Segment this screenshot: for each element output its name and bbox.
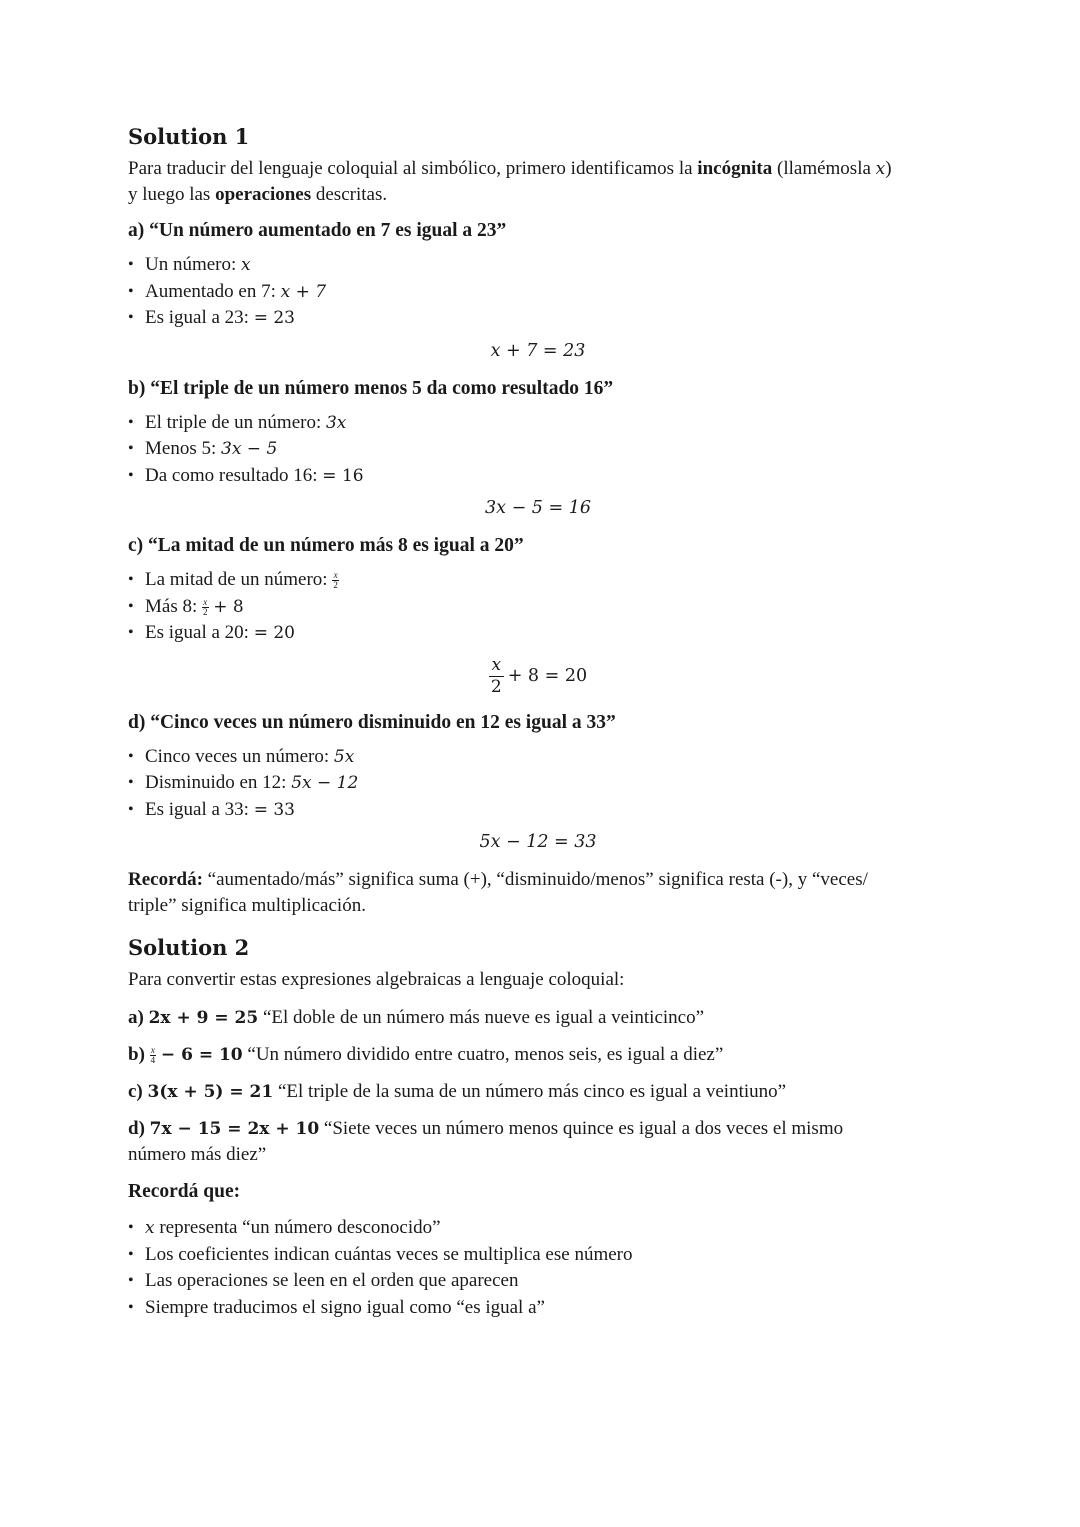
bullet-math: = 23 <box>253 308 295 328</box>
fraction <box>489 654 504 697</box>
bullet-math: 5x <box>333 746 355 767</box>
line-text: “El doble de un número más nueve es igual a veinticinco” <box>258 1007 705 1028</box>
solution-2-line-c <box>128 1079 948 1105</box>
fraction-numerator: x <box>203 596 208 607</box>
intro-text: y luego las <box>128 184 216 205</box>
line-label: c) <box>128 1081 148 1102</box>
line-expression: 7x − 15 = 2x + 10 <box>149 1119 320 1139</box>
solution-1-intro <box>128 156 948 208</box>
bullet-text: Siempre traducimos el signo igual como “es igual a” <box>145 1296 545 1318</box>
intro-bold-operaciones: operaciones <box>215 184 312 205</box>
solution-2-intro: Para convertir estas expresiones algebraicas a lenguaje coloquial: <box>128 969 625 990</box>
solution-2-title: Solution 2 <box>128 935 250 960</box>
bullet-text: Es igual a 33: <box>145 798 254 820</box>
fraction <box>150 1046 157 1065</box>
intro-text: (llamémosla <box>772 158 876 179</box>
fraction-numerator: x <box>489 657 504 677</box>
item-a-equation: x + 7 = 23 <box>490 340 586 361</box>
list-item <box>128 797 948 824</box>
list-item <box>128 410 948 437</box>
item-c-heading: c) “La mitad de un número más 8 es igual a 20” <box>128 535 524 556</box>
item-a-heading: a) “Un número aumentado en 7 es igual a 23” <box>128 220 507 241</box>
fraction-denominator: 2 <box>333 580 338 591</box>
line-label: b) <box>128 1044 150 1065</box>
intro-text: descritas. <box>311 184 388 205</box>
fraction-denominator: 2 <box>203 606 208 617</box>
bullet-text: Un número: <box>145 254 242 275</box>
list-item <box>128 279 948 306</box>
line-text: “Siete veces un número menos quince es igual a dos veces el mismo <box>319 1118 844 1139</box>
intro-text: ) <box>885 158 892 179</box>
line-text: número más diez” <box>128 1144 267 1165</box>
bullet-math: = 16 <box>322 465 364 486</box>
bullet-text: Los coeficientes indican cuántas veces se multiplica ese número <box>145 1243 633 1265</box>
list-item <box>128 594 948 621</box>
intro-text: Para traducir del lenguaje coloquial al simbólico, primero identificamos la <box>128 158 698 179</box>
list-item <box>128 252 948 279</box>
bullet-math: + 8 <box>213 596 244 617</box>
line-text: “El triple de la suma de un número más cinco es igual a veintiuno” <box>273 1081 787 1102</box>
bullet-math: x + 7 <box>280 281 327 302</box>
bullet-text: Es igual a 23: <box>145 307 254 328</box>
bullet-text: Es igual a 20: <box>145 622 254 643</box>
item-a-bullets <box>128 252 948 332</box>
list-item <box>128 567 948 594</box>
bullet-math: x <box>241 255 251 275</box>
bullet-math: = 20 <box>253 623 295 643</box>
bullet-text: Las operaciones se leen en el orden que aparecen <box>145 1270 519 1291</box>
item-d-equation: 5x − 12 = 33 <box>479 832 597 852</box>
list-item <box>128 744 948 771</box>
item-d-bullets <box>128 744 948 824</box>
bullet-text: Menos 5: <box>145 438 221 459</box>
item-d-heading: d) “Cinco veces un número disminuido en 12 es igual a 33” <box>128 711 616 733</box>
fraction <box>332 571 339 590</box>
bullet-math: 5x − 12 <box>291 773 359 793</box>
list-item <box>128 1268 948 1295</box>
bullet-text: Cinco veces un número: <box>145 745 334 767</box>
bullet-math: = 33 <box>253 799 295 820</box>
solution-1-remember <box>128 867 948 919</box>
fraction-denominator: 2 <box>490 676 502 697</box>
solution-2-line-d <box>128 1116 948 1168</box>
fraction-numerator: x <box>150 1045 155 1056</box>
remember-text: triple” significa multiplicación. <box>128 895 366 916</box>
solution-2-line-b <box>128 1042 948 1068</box>
line-label: a) <box>128 1007 149 1028</box>
solution-2-line-a <box>128 1005 948 1031</box>
line-label: d) <box>128 1118 150 1139</box>
bullet-text: Aumentado en 7: <box>145 280 281 302</box>
fraction-denominator: 4 <box>150 1055 156 1066</box>
fraction <box>202 598 209 617</box>
bullet-math: 3x <box>325 412 347 433</box>
line-expression: 3(x + 5) = 21 <box>147 1082 274 1102</box>
bullet-text: Da como resultado 16: <box>145 464 323 486</box>
item-c-equation <box>128 654 948 697</box>
bullet-text: Disminuido en 12: <box>145 772 292 793</box>
list-item <box>128 305 948 332</box>
line-expression: − 6 = 10 <box>160 1045 243 1065</box>
bullet-text: El triple de un número: <box>145 411 326 433</box>
list-item <box>128 436 948 463</box>
bullet-math: x <box>145 1218 155 1238</box>
bullet-math: 3x − 5 <box>221 439 278 459</box>
item-c-bullets <box>128 567 948 647</box>
bullet-text: Más 8: <box>145 595 202 617</box>
remember-text: “aumentado/más” significa suma (+), “disminuido/menos” significa resta (-), y “veces/ <box>202 869 868 890</box>
item-b-bullets <box>128 410 948 490</box>
list-item <box>128 1295 948 1322</box>
bullet-text: representa “un número desconocido” <box>154 1217 441 1238</box>
list-item <box>128 770 948 797</box>
list-item <box>128 1242 948 1269</box>
item-b-heading: b) “El triple de un número menos 5 da como resultado 16” <box>128 377 614 399</box>
line-expression: 2x + 9 = 25 <box>148 1008 259 1028</box>
remember-label: Recordá: <box>128 869 203 890</box>
intro-bold-incognita: incógnita <box>697 158 773 179</box>
list-item <box>128 463 948 490</box>
fraction-numerator: x <box>333 570 338 581</box>
bullet-text: La mitad de un número: <box>145 569 333 590</box>
solution-2-remember-bullets <box>128 1215 948 1321</box>
line-text: “Un número dividido entre cuatro, menos seis, es igual a diez” <box>242 1044 724 1065</box>
solution-1-title: Solution 1 <box>128 124 250 149</box>
intro-variable: x <box>875 159 886 179</box>
list-item <box>128 620 948 647</box>
solution-2-remember-label: Recordá que: <box>128 1181 241 1202</box>
document-page <box>128 122 948 1327</box>
list-item <box>128 1215 948 1242</box>
equation-rest: + 8 = 20 <box>507 665 588 686</box>
item-b-equation: 3x − 5 = 16 <box>485 498 591 518</box>
